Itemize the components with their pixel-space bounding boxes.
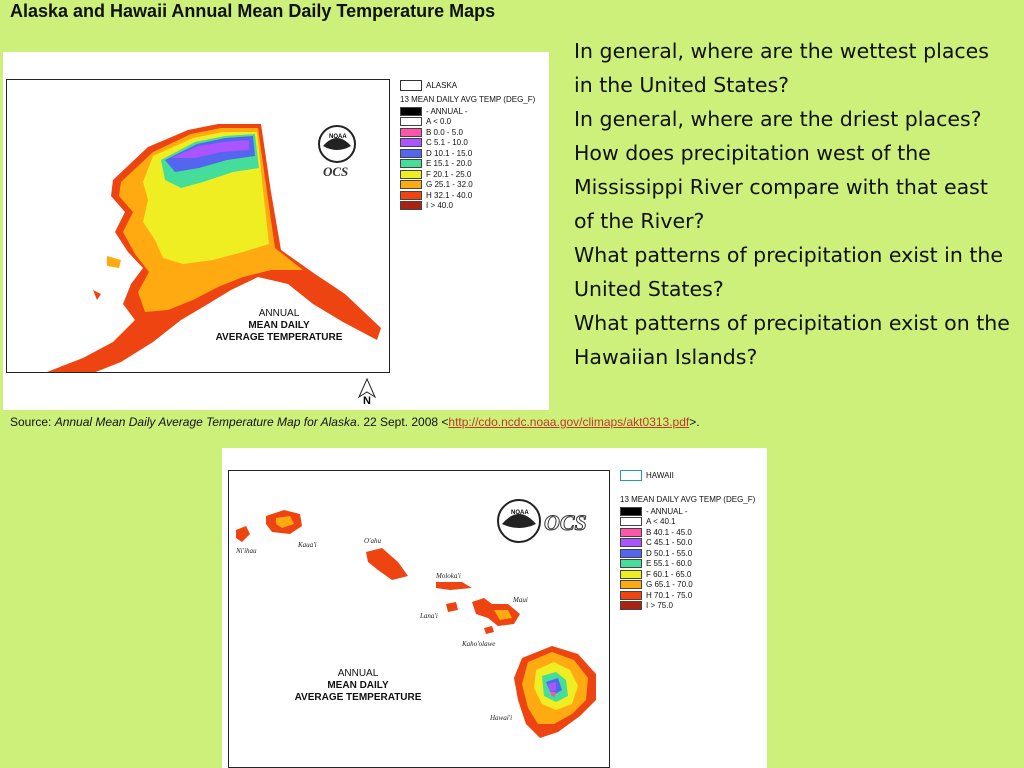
- alaska-map: [3, 52, 549, 410]
- north-label: N: [363, 395, 371, 407]
- legend-swatch: [620, 538, 642, 547]
- legend-region-label: ALASKA: [426, 81, 458, 90]
- legend-label: C 5.1 - 10.0: [426, 138, 468, 148]
- legend-row: [620, 538, 765, 549]
- ocs-logo: OCS: [544, 510, 587, 535]
- island-niihau: [236, 526, 250, 542]
- map-title-line-2: MEAN DAILY: [327, 680, 389, 691]
- legend-classes: [400, 117, 548, 212]
- noaa-logo: [317, 124, 357, 169]
- legend-row: [400, 159, 548, 170]
- ocs-logo: OCS: [323, 164, 349, 179]
- legend-swatch: [620, 507, 642, 516]
- legend-row: [400, 190, 548, 201]
- legend-row: [400, 127, 548, 138]
- legend-swatch: [620, 570, 642, 579]
- legend-row: [400, 169, 548, 180]
- question-2: In general, where are the driest places?: [574, 107, 982, 131]
- legend-title: 13 MEAN DAILY AVG TEMP (DEG_F): [400, 95, 536, 104]
- legend-swatch: [620, 549, 642, 558]
- legend-swatch: [620, 559, 642, 568]
- legend-label: H 70.1 - 75.0: [646, 590, 693, 600]
- island-label-kahoolawe: Kaho'olawe: [462, 640, 496, 648]
- legend-region-label: HAWAII: [646, 471, 674, 480]
- legend-swatch: [400, 149, 422, 158]
- map-title-line-1: ANNUAL: [258, 308, 300, 319]
- legend-swatch: [400, 201, 422, 210]
- legend-label: C 45.1 - 50.0: [646, 538, 693, 548]
- region-swatch: [400, 80, 422, 91]
- hawaii-legend: [620, 470, 765, 611]
- legend-title: 13 MEAN DAILY AVG TEMP (DEG_F): [620, 495, 756, 504]
- legend-label: F 60.1 - 65.0: [646, 569, 692, 579]
- legend-row: [400, 138, 548, 149]
- legend-swatch: [400, 128, 422, 137]
- island-molokai: [436, 582, 472, 590]
- legend-row: [400, 180, 548, 191]
- question-4: What patterns of precipitation exist in the United States?: [574, 243, 1003, 301]
- legend-swatch: [620, 601, 642, 610]
- legend-swatch: [620, 528, 642, 537]
- question-1: In general, where are the wettest places in the United States?: [574, 39, 989, 97]
- noaa-logo-text: NOAA: [329, 134, 347, 140]
- island-label-lanai: Lana'i: [420, 612, 438, 620]
- source-title: Annual Mean Daily Average Temperature Map for Alaska: [54, 415, 357, 429]
- legend-label: D 50.1 - 55.0: [646, 548, 693, 558]
- legend-classes: [620, 517, 765, 612]
- island-label-niihau: Ni'ihau: [236, 547, 257, 555]
- legend-label: A < 40.1: [646, 517, 676, 527]
- page-title: Alaska and Hawaii Annual Mean Daily Temperature Maps: [10, 1, 496, 21]
- map-title-line-2: MEAN DAILY: [248, 320, 310, 331]
- legend-label: E 15.1 - 20.0: [426, 159, 472, 169]
- question-3: How does precipitation west of the Mississippi River compare with that east of the River?: [574, 141, 988, 233]
- legend-swatch: [620, 580, 642, 589]
- legend-annual-label: - ANNUAL -: [426, 106, 468, 116]
- hawaii-map-title: [278, 668, 438, 704]
- source-date: . 22 Sept. 2008 <: [356, 415, 449, 429]
- map-title-line-1: ANNUAL: [337, 668, 379, 679]
- legend-label: E 55.1 - 60.0: [646, 559, 692, 569]
- island-label-molokai: Moloka'i: [436, 572, 461, 580]
- legend-swatch: [400, 138, 422, 147]
- island-kahoolawe: [484, 626, 494, 634]
- question-5: What patterns of precipitation exist on the Hawaiian Islands?: [574, 311, 1010, 369]
- source-suffix: >.: [689, 415, 700, 429]
- legend-swatch: [620, 517, 642, 526]
- alaska-island: [107, 256, 121, 268]
- legend-row: [620, 569, 765, 580]
- legend-row: [400, 148, 548, 159]
- island-label-hawaii: Hawai'i: [490, 714, 513, 722]
- island-label-oahu: O'ahu: [364, 537, 382, 545]
- legend-row: [620, 548, 765, 559]
- legend-label: I > 75.0: [646, 601, 673, 611]
- source-citation: [10, 415, 700, 429]
- legend-annual-label: - ANNUAL -: [646, 506, 688, 516]
- legend-label: G 65.1 - 70.0: [646, 580, 693, 590]
- noaa-logo-text: NOAA: [511, 510, 529, 516]
- alaska-island: [93, 290, 101, 300]
- legend-label: G 25.1 - 32.0: [426, 180, 473, 190]
- legend-swatch: [400, 117, 422, 126]
- legend-label: H 32.1 - 40.0: [426, 190, 473, 200]
- north-arrow-icon: [355, 377, 379, 412]
- region-swatch: [620, 470, 642, 481]
- source-prefix: Source:: [10, 415, 55, 429]
- source-link[interactable]: http://cdo.ncdc.noaa.gov/climaps/akt0313.pdf: [448, 415, 690, 429]
- legend-row: [620, 559, 765, 570]
- legend-row: [620, 517, 765, 528]
- legend-swatch: [400, 170, 422, 179]
- legend-row: [400, 201, 548, 212]
- island-label-kauai: Kaua'i: [298, 541, 317, 549]
- map-title-line-3: AVERAGE TEMPERATURE: [294, 692, 422, 703]
- map-title-line-3: AVERAGE TEMPERATURE: [215, 332, 343, 343]
- discussion-questions: [574, 34, 1014, 374]
- legend-swatch: [400, 107, 422, 116]
- alaska-map-title: [199, 308, 359, 344]
- hawaii-map: [222, 448, 767, 768]
- island-label-maui: Maui: [513, 596, 528, 604]
- legend-row: [620, 590, 765, 601]
- legend-label: B 0.0 - 5.0: [426, 127, 463, 137]
- legend-row: [620, 527, 765, 538]
- noaa-logo: [496, 498, 542, 549]
- legend-swatch: [400, 191, 422, 200]
- legend-label: D 10.1 - 15.0: [426, 148, 473, 158]
- legend-swatch: [400, 159, 422, 168]
- alaska-legend: [400, 80, 548, 211]
- legend-label: F 20.1 - 25.0: [426, 169, 472, 179]
- legend-label: I > 40.0: [426, 201, 453, 211]
- island-lanai: [446, 602, 458, 612]
- legend-label: A < 0.0: [426, 117, 452, 127]
- legend-row: [620, 580, 765, 591]
- legend-label: B 40.1 - 45.0: [646, 527, 692, 537]
- legend-swatch: [620, 591, 642, 600]
- legend-row: [620, 601, 765, 612]
- legend-swatch: [400, 180, 422, 189]
- legend-row: [400, 117, 548, 128]
- island-oahu: [366, 548, 408, 580]
